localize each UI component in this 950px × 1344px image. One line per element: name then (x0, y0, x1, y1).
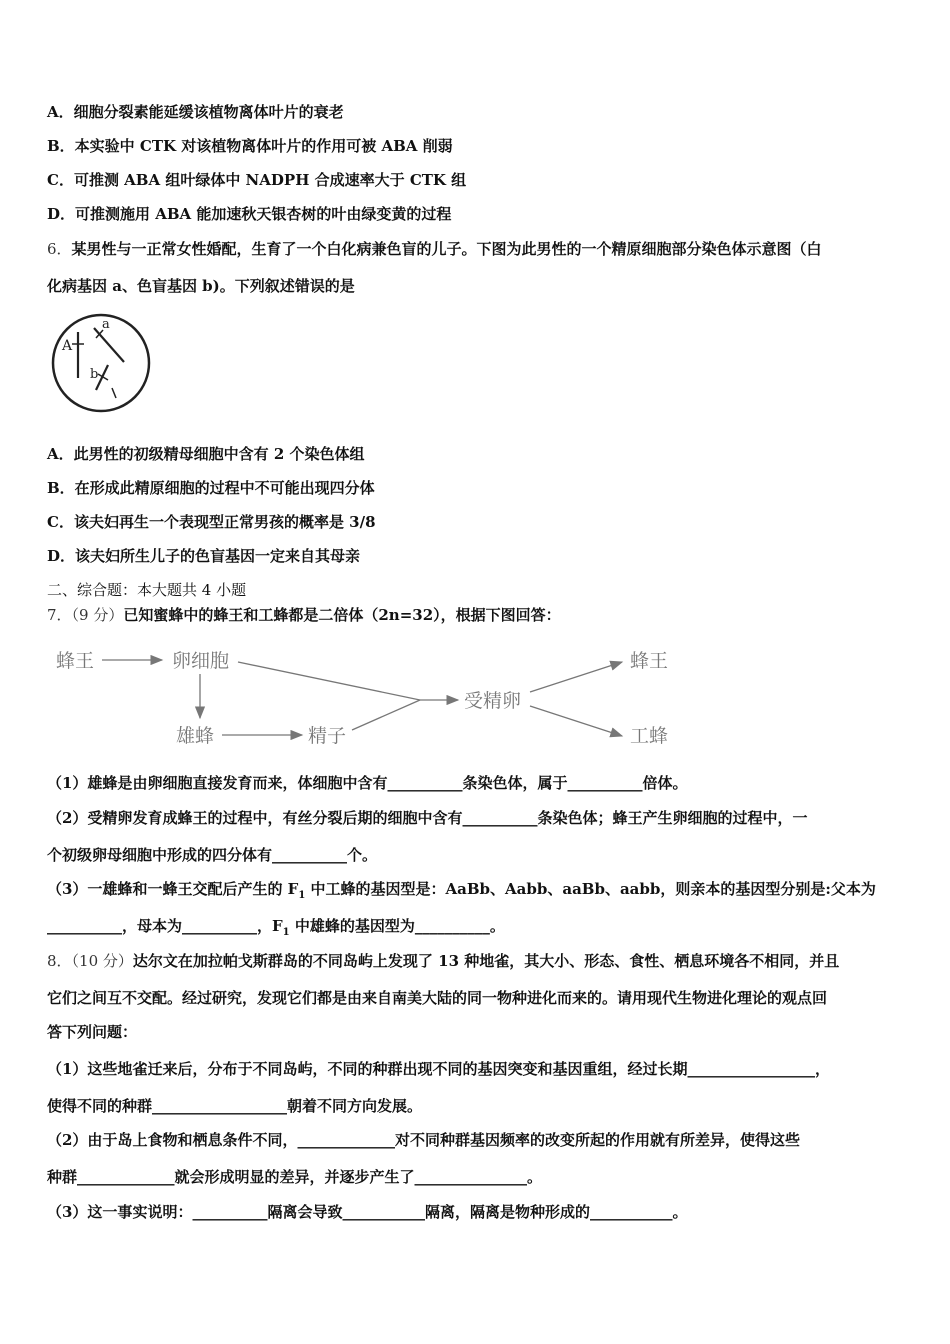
q7-part3-line1-sub: 1 (298, 890, 306, 901)
q6-stem-line2: 化病基因 a、色盲基因 b)。下列叙述错误的是 (47, 277, 355, 295)
arrow-zygote-queen (530, 662, 622, 692)
q8-stem-text: 达尔文在加拉帕戈斯群岛的不同岛屿上发现了 13 种地雀，其大小、形态、食性、栖息环境各不相同，并且 (132, 952, 840, 970)
q7-part3-line2 (47, 916, 505, 943)
q8-stem-line2: 它们之间互不交配。经过研究，发现它们都是由来自南美大陆的同一物种进化而来的。请用现代生物进化理论的观点回 (47, 989, 828, 1007)
label-b: b (90, 367, 99, 382)
q7-part2-line1: （2）受精卵发育成蜂王的过程中，有丝分裂后期的细胞中含有__________条染色体；蜂王产生卵细胞的过程中，一 (47, 809, 808, 827)
chromosome-a (94, 328, 124, 362)
q6-stem-text: 某男性与一正常女性婚配，生育了一个白化病兼色盲的儿子。下图为此男性的一个精原细胞部分染色体示意图（白 (71, 240, 822, 258)
q5-option-c: C．可推测 ABA 组叶绿体中 NADPH 合成速率大于 CTK 组 (47, 171, 467, 189)
line-egg-merge (238, 662, 420, 700)
node-drone: 雄蜂 (176, 725, 215, 747)
q7-part3-line1-pre: （3）一雄蜂和一蜂王交配后产生的 F (47, 880, 299, 898)
q6-option-b: B．在形成此精原细胞的过程中不可能出现四分体 (47, 479, 375, 497)
q6-stem-line1 (47, 239, 822, 259)
q8-part1-line2: 使得不同的种群__________________朝着不同方向发展。 (47, 1097, 423, 1115)
q7-part1: （1）雄蜂是由卵细胞直接发育而来，体细胞中含有__________条染色体，属于__________倍体。 (47, 774, 688, 792)
q7-part3-line2-post: 中雄蜂的基因型为__________。 (289, 917, 505, 935)
cell-outline (53, 315, 149, 411)
q6-option-a: A．此男性的初级精母细胞中含有 2 个染色体组 (47, 445, 365, 463)
node-worker: 工蜂 (630, 725, 669, 747)
q5-option-a: A．细胞分裂素能延缓该植物离体叶片的衰老 (47, 103, 344, 121)
q7-part3-line2-sub: 1 (282, 927, 290, 938)
q7-score: （9 分） (71, 606, 124, 624)
q8-part3: （3）这一事实说明：__________隔离会导致___________隔离，隔离是物种形成的___________。 (47, 1203, 688, 1221)
q8-part2-line2: 种群_____________就会形成明显的差异，并逐步产生了_______________。 (47, 1168, 543, 1186)
q8-stem-line1 (47, 951, 839, 971)
q8-score: （10 分） (71, 952, 133, 970)
q6-option-d: D．该夫妇所生儿子的色盲基因一定来自其母亲 (47, 547, 361, 565)
q7-part3-line2-pre: __________，母本为__________，F (47, 917, 283, 935)
q7-stem-text: 已知蜜蜂中的蜂王和工蜂都是二倍体（2n=32），根据下图回答： (123, 606, 561, 624)
q5-option-b: B．本实验中 CTK 对该植物离体叶片的作用可被 ABA 削弱 (47, 137, 453, 155)
label-A: A (62, 338, 73, 354)
section-heading: 二、综合题：本大题共 4 小题 (47, 581, 247, 599)
node-sperm: 精子 (308, 725, 347, 747)
q8-part2-line1: （2）由于岛上食物和栖息条件不同，_____________对不同种群基因频率的改变所起的作用就有所差异，使得这些 (47, 1131, 800, 1149)
node-queen-right: 蜂王 (630, 650, 669, 672)
bee-reproduction-diagram (50, 640, 690, 760)
q5-option-d: D．可推测施用 ABA 能加速秋天银杏树的叶由绿变黄的过程 (47, 205, 452, 223)
q7-part3-line1-post: 中工蜂的基因型是：AaBb、Aabb、aaBb、aabb，则亲本的基因型分别是:父本为 (305, 880, 876, 898)
node-queen-left: 蜂王 (56, 650, 95, 672)
chromosome-diagram (48, 310, 158, 420)
label-a: a (102, 317, 110, 332)
line-sperm-merge (352, 700, 420, 730)
q6-number: 6． (47, 240, 72, 258)
q8-stem-line3: 答下列问题： (47, 1023, 138, 1041)
y-chromosome (112, 388, 116, 398)
q7-part3-line1 (47, 879, 876, 906)
q6-option-c: C．该夫妇再生一个表现型正常男孩的概率是 3/8 (47, 513, 376, 531)
node-egg: 卵细胞 (172, 650, 230, 672)
q7-part2-line2: 个初级卵母细胞中形成的四分体有__________个。 (47, 846, 378, 864)
q8-number: 8． (47, 952, 72, 970)
arrow-zygote-worker (530, 706, 622, 736)
q8-part1-line1: （1）这些地雀迁来后，分布于不同岛屿，不同的种群出现不同的基因突变和基因重组，经过长期_________________， (47, 1060, 830, 1078)
node-zygote: 受精卵 (464, 690, 522, 712)
q7-number: 7． (47, 606, 72, 624)
q7-stem (47, 605, 561, 625)
